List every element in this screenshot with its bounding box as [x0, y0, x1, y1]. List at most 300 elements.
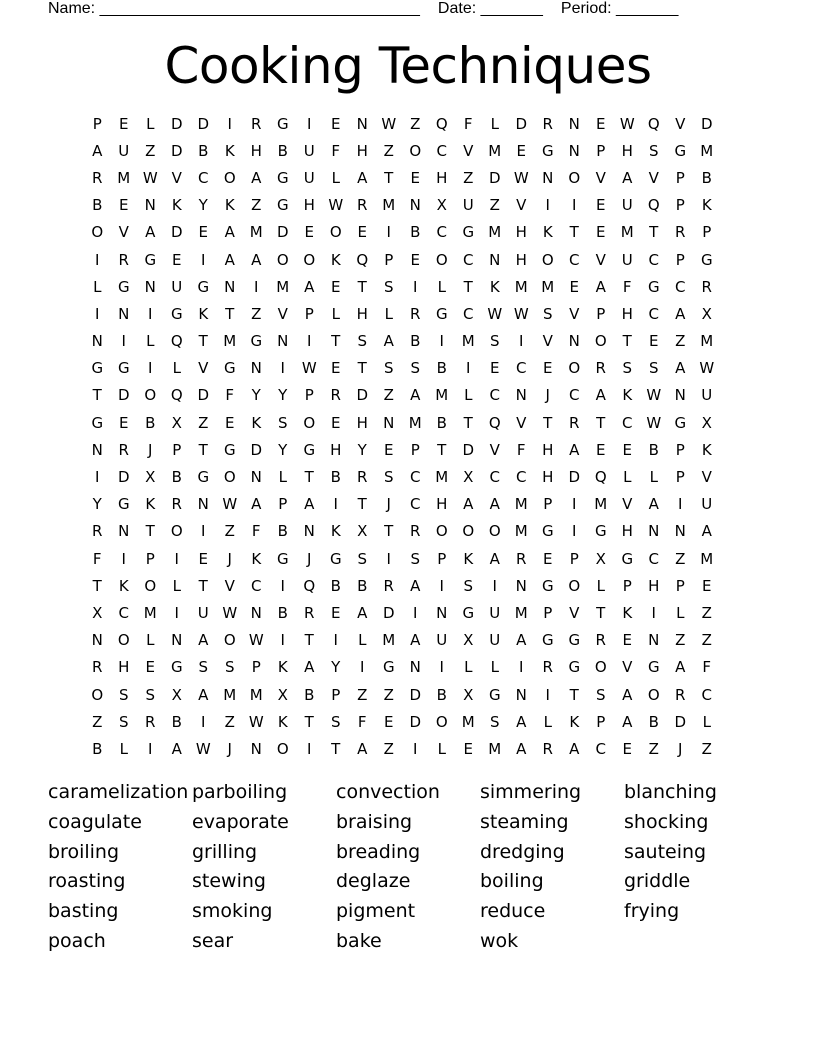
name-field-label: Name: ____________________________________	[48, 0, 420, 17]
grid-letter: T	[331, 332, 341, 351]
grid-letter: F	[463, 114, 473, 133]
grid-letter: L	[384, 304, 393, 323]
grid-letter: L	[543, 712, 552, 731]
grid-letter: L	[649, 468, 658, 487]
grid-letter: E	[119, 114, 129, 133]
grid-letter: W	[381, 114, 397, 133]
grid-letter: N	[648, 522, 660, 541]
grid-letter: M	[514, 277, 528, 296]
grid-letter: M	[620, 223, 634, 242]
grid-letter: C	[622, 413, 633, 432]
grid-letter: S	[489, 712, 500, 731]
grid-letter: G	[329, 549, 342, 568]
grid-letter: M	[488, 141, 502, 160]
grid-letter: I	[307, 114, 312, 133]
grid-row	[84, 164, 720, 191]
grid-letter: E	[569, 277, 579, 296]
grid-letter: E	[622, 440, 632, 459]
letter-grid	[84, 110, 720, 763]
grid-letter: O	[170, 522, 183, 541]
grid-letter: N	[436, 603, 448, 622]
grid-letter: O	[276, 739, 289, 758]
grid-letter: G	[223, 359, 236, 378]
grid-letter: C	[489, 386, 500, 405]
grid-letter: N	[515, 685, 527, 704]
grid-letter: E	[384, 712, 394, 731]
grid-letter: R	[569, 413, 580, 432]
word-bank-item: stewing	[192, 870, 266, 893]
grid-letter: G	[674, 413, 687, 432]
word-bank-item: griddle	[624, 870, 691, 893]
grid-letter: O	[329, 223, 342, 242]
grid-letter: I	[360, 658, 365, 677]
grid-letter: N	[91, 440, 103, 459]
grid-letter: U	[197, 603, 209, 622]
grid-letter: L	[146, 332, 155, 351]
grid-letter: J	[307, 549, 312, 568]
grid-letter: P	[675, 468, 685, 487]
grid-letter: E	[172, 250, 182, 269]
grid-letter: A	[410, 576, 421, 595]
grid-letter: P	[384, 250, 394, 269]
period-field-label: Period: _______	[560, 0, 679, 17]
grid-letter: N	[250, 359, 262, 378]
grid-letter: A	[251, 495, 262, 514]
grid-letter: D	[515, 114, 528, 133]
grid-letter: E	[331, 114, 341, 133]
grid-letter: I	[95, 250, 100, 269]
grid-letter: L	[146, 114, 155, 133]
grid-letter: S	[357, 332, 368, 351]
word-bank-item: braising	[336, 810, 413, 833]
grid-row	[84, 654, 720, 681]
grid-letter: H	[436, 495, 448, 514]
grid-letter: U	[303, 168, 315, 187]
grid-letter: A	[516, 631, 527, 650]
grid-letter: J	[386, 495, 391, 514]
word-bank-item: simmering	[480, 781, 582, 803]
grid-letter: T	[384, 522, 394, 541]
word-bank-item: deglaze	[336, 870, 411, 893]
grid-letter: M	[249, 685, 263, 704]
grid-letter: C	[595, 739, 606, 758]
grid-letter: B	[436, 359, 447, 378]
grid-letter: T	[225, 304, 235, 323]
grid-letter: M	[435, 468, 449, 487]
grid-letter: V	[463, 141, 474, 160]
grid-letter: B	[410, 332, 421, 351]
grid-letter: O	[276, 250, 289, 269]
grid-letter: L	[278, 468, 287, 487]
grid-letter: R	[357, 468, 368, 487]
grid-letter: B	[330, 468, 341, 487]
grid-letter: P	[172, 440, 182, 459]
grid-letter: Q	[170, 332, 183, 351]
grid-letter: I	[174, 603, 179, 622]
grid-row	[84, 545, 720, 572]
grid-letter: D	[356, 386, 369, 405]
grid-letter: V	[595, 168, 606, 187]
grid-letter: S	[410, 549, 421, 568]
grid-letter: S	[224, 658, 235, 677]
grid-letter: Y	[198, 196, 208, 215]
grid-letter: N	[542, 168, 554, 187]
grid-letter: N	[409, 658, 421, 677]
grid-letter: X	[595, 549, 606, 568]
grid-letter: T	[384, 168, 394, 187]
grid-letter: I	[519, 332, 524, 351]
grid-letter: T	[543, 413, 553, 432]
grid-letter: W	[513, 304, 529, 323]
grid-letter: O	[594, 332, 607, 351]
grid-row	[84, 599, 720, 626]
word-bank-item: smoking	[192, 900, 273, 923]
grid-letter: O	[117, 631, 130, 650]
grid-letter: P	[596, 712, 606, 731]
grid-letter: M	[382, 196, 396, 215]
grid-letter: C	[701, 685, 712, 704]
grid-letter: B	[92, 739, 103, 758]
grid-letter: Z	[410, 114, 421, 133]
grid-letter: G	[435, 304, 448, 323]
grid-letter: C	[410, 468, 421, 487]
grid-letter: A	[410, 386, 421, 405]
grid-letter: Q	[356, 250, 369, 269]
grid-letter: K	[569, 712, 580, 731]
grid-letter: A	[304, 495, 315, 514]
grid-letter: V	[516, 413, 527, 432]
grid-letter: C	[198, 168, 209, 187]
grid-letter: E	[410, 250, 420, 269]
grid-letter: F	[622, 277, 632, 296]
grid-letter: G	[568, 631, 581, 650]
grid-letter: O	[647, 685, 660, 704]
grid-letter: G	[541, 631, 554, 650]
grid-letter: I	[651, 603, 656, 622]
grid-letter: F	[702, 658, 712, 677]
grid-letter: B	[330, 576, 341, 595]
grid-letter: E	[304, 223, 314, 242]
grid-letter: C	[463, 250, 474, 269]
grid-letter: L	[490, 114, 499, 133]
grid-letter: R	[542, 114, 553, 133]
grid-letter: Z	[675, 631, 686, 650]
grid-letter: G	[621, 549, 634, 568]
grid-letter: W	[619, 114, 635, 133]
grid-letter: I	[439, 332, 444, 351]
grid-letter: T	[437, 440, 447, 459]
grid-letter: T	[92, 386, 102, 405]
grid-letter: D	[700, 114, 713, 133]
grid-letter: M	[514, 522, 528, 541]
grid-letter: D	[170, 223, 183, 242]
grid-letter: E	[331, 277, 341, 296]
grid-letter: L	[702, 712, 711, 731]
grid-letter: H	[515, 223, 527, 242]
grid-row	[84, 463, 720, 490]
grid-letter: I	[492, 576, 497, 595]
grid-letter: G	[647, 277, 660, 296]
grid-letter: P	[675, 576, 685, 595]
grid-letter: I	[413, 603, 418, 622]
grid-row	[84, 192, 720, 219]
grid-letter: H	[330, 440, 342, 459]
grid-letter: M	[488, 223, 502, 242]
grid-letter: B	[277, 603, 288, 622]
word-bank-item: roasting	[48, 870, 126, 893]
grid-letter: D	[568, 468, 581, 487]
word-bank-item: sauteing	[624, 840, 707, 863]
grid-letter: K	[622, 603, 633, 622]
grid-letter: I	[280, 359, 285, 378]
grid-letter: D	[276, 223, 289, 242]
grid-letter: C	[410, 495, 421, 514]
grid-letter: P	[675, 196, 685, 215]
grid-letter: K	[277, 712, 288, 731]
grid-letter: V	[118, 223, 129, 242]
grid-letter: W	[222, 603, 238, 622]
grid-letter: Z	[357, 685, 368, 704]
grid-letter: D	[409, 712, 422, 731]
grid-letter: D	[197, 386, 210, 405]
grid-letter: T	[198, 440, 208, 459]
grid-letter: V	[701, 468, 712, 487]
grid-letter: N	[356, 114, 368, 133]
grid-letter: X	[357, 522, 368, 541]
grid-letter: N	[144, 277, 156, 296]
grid-letter: E	[622, 631, 632, 650]
grid-letter: H	[356, 141, 368, 160]
grid-letter: I	[227, 114, 232, 133]
grid-letter: V	[569, 304, 580, 323]
grid-letter: O	[435, 522, 448, 541]
grid-letter: H	[118, 658, 130, 677]
grid-letter: C	[569, 250, 580, 269]
grid-letter: M	[408, 413, 422, 432]
grid-letter: E	[331, 603, 341, 622]
grid-letter: L	[490, 658, 499, 677]
grid-letter: O	[144, 576, 157, 595]
grid-letter: O	[568, 168, 581, 187]
grid-letter: P	[596, 304, 606, 323]
grid-letter: A	[251, 168, 262, 187]
grid-letter: A	[595, 277, 606, 296]
grid-letter: C	[648, 250, 659, 269]
grid-letter: A	[516, 739, 527, 758]
grid-letter: G	[700, 250, 713, 269]
grid-letter: C	[251, 576, 262, 595]
grid-letter: I	[545, 196, 550, 215]
grid-letter: U	[621, 250, 633, 269]
grid-letter: H	[356, 413, 368, 432]
grid-letter: K	[622, 386, 633, 405]
grid-letter: E	[543, 549, 553, 568]
grid-letter: W	[248, 631, 264, 650]
grid-letter: N	[197, 495, 209, 514]
grid-row	[84, 328, 720, 355]
grid-letter: L	[119, 739, 128, 758]
grid-letter: V	[542, 332, 553, 351]
grid-letter: P	[675, 168, 685, 187]
grid-letter: E	[145, 658, 155, 677]
grid-letter: O	[541, 250, 554, 269]
grid-letter: R	[675, 223, 686, 242]
grid-letter: S	[145, 685, 156, 704]
grid-letter: S	[542, 304, 553, 323]
grid-letter: P	[675, 440, 685, 459]
word-bank-item: evaporate	[192, 810, 289, 833]
grid-letter: Q	[647, 196, 660, 215]
grid-letter: Z	[701, 739, 712, 758]
grid-letter: A	[383, 332, 394, 351]
grid-letter: Z	[463, 168, 474, 187]
grid-letter: M	[223, 685, 237, 704]
grid-letter: I	[572, 196, 577, 215]
grid-letter: D	[170, 114, 183, 133]
grid-letter: T	[198, 576, 208, 595]
grid-letter: P	[251, 658, 261, 677]
page-title: Cooking Techniques	[164, 37, 652, 95]
grid-letter: H	[436, 168, 448, 187]
grid-letter: M	[223, 332, 237, 351]
grid-letter: U	[118, 141, 130, 160]
grid-letter: K	[145, 495, 156, 514]
grid-letter: O	[435, 712, 448, 731]
word-bank-item: steaming	[480, 810, 569, 833]
grid-letter: A	[675, 359, 686, 378]
grid-letter: G	[276, 196, 289, 215]
grid-letter: T	[198, 332, 208, 351]
grid-letter: M	[700, 141, 714, 160]
grid-letter: E	[331, 359, 341, 378]
grid-letter: N	[250, 603, 262, 622]
grid-letter: D	[170, 141, 183, 160]
grid-letter: P	[622, 576, 632, 595]
grid-letter: A	[145, 223, 156, 242]
grid-row	[84, 627, 720, 654]
grid-letter: P	[304, 386, 314, 405]
grid-letter: P	[543, 603, 553, 622]
grid-letter: A	[595, 386, 606, 405]
grid-letter: I	[201, 522, 206, 541]
date-field-label: Date: _______	[437, 0, 543, 17]
grid-letter: R	[251, 114, 262, 133]
grid-letter: A	[622, 712, 633, 731]
grid-letter: G	[250, 332, 263, 351]
grid-row	[84, 518, 720, 545]
grid-letter: N	[568, 332, 580, 351]
word-bank-item: shocking	[624, 810, 709, 833]
grid-letter: F	[516, 440, 526, 459]
grid-letter: L	[596, 576, 605, 595]
grid-letter: G	[462, 223, 475, 242]
grid-letter: G	[568, 658, 581, 677]
grid-letter: R	[92, 658, 103, 677]
grid-letter: O	[435, 250, 448, 269]
grid-letter: P	[92, 114, 102, 133]
grid-letter: T	[569, 685, 579, 704]
grid-letter: N	[409, 196, 421, 215]
grid-letter: X	[171, 685, 182, 704]
grid-letter: B	[648, 712, 659, 731]
grid-letter: O	[223, 168, 236, 187]
grid-letter: R	[92, 522, 103, 541]
grid-letter: I	[307, 332, 312, 351]
grid-letter: R	[330, 386, 341, 405]
word-bank-item: reduce	[480, 900, 546, 923]
grid-letter: Q	[435, 114, 448, 133]
grid-letter: E	[119, 196, 129, 215]
grid-letter: G	[276, 549, 289, 568]
grid-letter: C	[463, 304, 474, 323]
grid-letter: W	[222, 495, 238, 514]
grid-letter: A	[198, 685, 209, 704]
grid-row	[84, 137, 720, 164]
grid-letter: V	[569, 603, 580, 622]
grid-letter: R	[171, 495, 182, 514]
grid-letter: U	[701, 386, 713, 405]
grid-letter: J	[678, 739, 683, 758]
grid-letter: E	[543, 359, 553, 378]
grid-letter: M	[700, 332, 714, 351]
grid-letter: P	[675, 250, 685, 269]
word-bank-item: frying	[624, 900, 680, 923]
grid-letter: B	[277, 522, 288, 541]
grid-letter: Y	[278, 440, 288, 459]
grid-letter: K	[251, 413, 262, 432]
grid-letter: I	[333, 495, 338, 514]
grid-letter: Z	[489, 196, 500, 215]
grid-row	[84, 219, 720, 246]
grid-letter: R	[118, 440, 129, 459]
grid-letter: S	[622, 359, 633, 378]
grid-letter: O	[488, 522, 501, 541]
grid-letter: Y	[92, 495, 102, 514]
grid-letter: N	[91, 631, 103, 650]
grid-letter: R	[118, 250, 129, 269]
grid-letter: T	[304, 712, 314, 731]
grid-letter: A	[357, 603, 368, 622]
grid-letter: L	[437, 277, 446, 296]
grid-letter: Q	[647, 114, 660, 133]
grid-letter: B	[277, 141, 288, 160]
grid-letter: A	[92, 141, 103, 160]
grid-letter: P	[304, 304, 314, 323]
grid-letter: M	[249, 223, 263, 242]
grid-letter: K	[118, 576, 129, 595]
grid-letter: A	[357, 739, 368, 758]
grid-row	[84, 355, 720, 382]
grid-letter: G	[117, 495, 130, 514]
grid-letter: G	[276, 168, 289, 187]
grid-letter: C	[648, 549, 659, 568]
grid-letter: S	[463, 576, 474, 595]
grid-letter: R	[675, 685, 686, 704]
grid-letter: S	[357, 549, 368, 568]
grid-letter: G	[541, 522, 554, 541]
grid-letter: T	[463, 277, 473, 296]
grid-letter: C	[516, 468, 527, 487]
grid-letter: I	[148, 304, 153, 323]
grid-letter: O	[303, 250, 316, 269]
grid-letter: I	[148, 739, 153, 758]
grid-letter: L	[676, 603, 685, 622]
grid-letter: N	[489, 250, 501, 269]
grid-letter: R	[145, 712, 156, 731]
grid-letter: E	[331, 413, 341, 432]
grid-letter: L	[623, 468, 632, 487]
grid-letter: D	[117, 386, 130, 405]
